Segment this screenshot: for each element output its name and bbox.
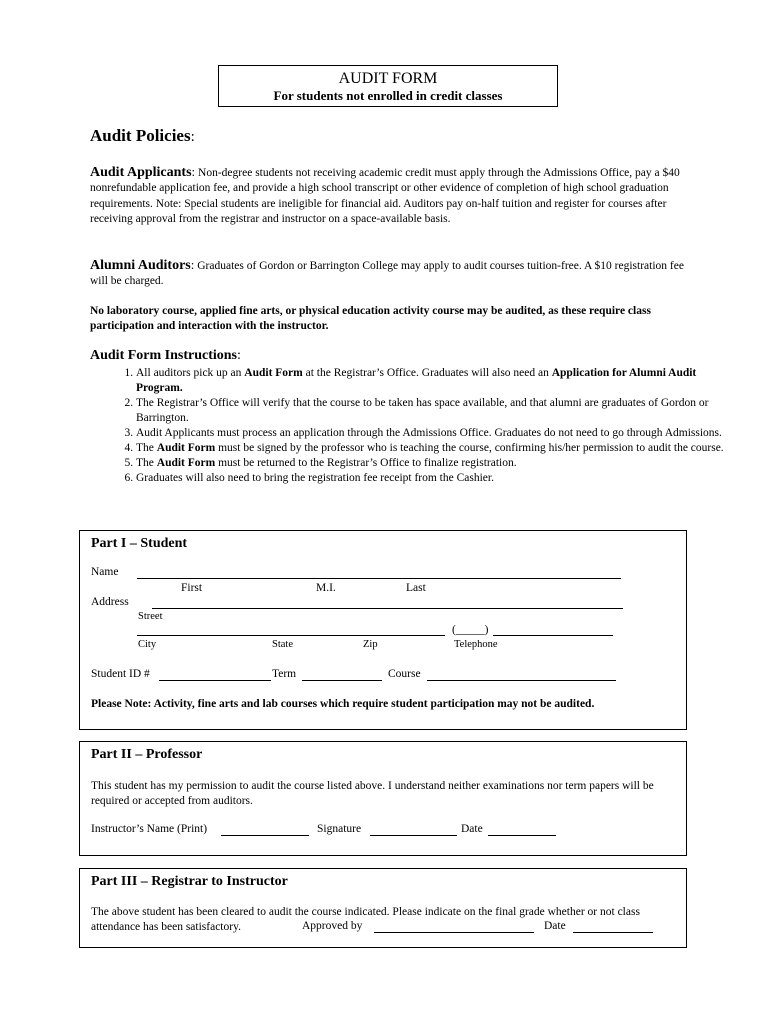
- part2-professor-box: [79, 741, 687, 856]
- instruction-item: 1. All auditors pick up an Audit Form at the Registrar’s Office. Graduates will also need an Application for Alumni Audit Program.: [136, 366, 736, 396]
- area-code-field[interactable]: (_____): [452, 624, 489, 636]
- instructor-name-field[interactable]: [221, 835, 309, 836]
- instructor-name-label: Instructor’s Name (Print): [91, 823, 208, 835]
- term-field[interactable]: [302, 680, 382, 681]
- alumni-lead: Alumni Auditors: [90, 258, 191, 273]
- alumni-text: Graduates of Gordon or Barrington College may apply to audit courses tuition-free. A $10 registration fee will be charged.: [90, 260, 684, 288]
- first-name-caption: First: [181, 582, 203, 594]
- instructions-list: [90, 366, 736, 486]
- signature-field[interactable]: [370, 835, 457, 836]
- applicants-paragraph: Audit Applicants: Non-degree students not receiving academic credit must apply through the Admissions Office, pay a $40 nonrefundable application fee, and provide a high school transcript or other evidence of completion of high school graduation requirements. Note: Special students are ineligible for financial aid. Auditors pay on-half tuition and register for courses after receiving approval from the registrar and instructor on a space-available basis.: [90, 164, 680, 225]
- signature-label: Signature: [317, 823, 362, 835]
- street-caption: Street: [138, 611, 163, 622]
- policies-heading: Audit Policies:: [90, 126, 195, 145]
- course-field[interactable]: [427, 680, 616, 681]
- city-caption: City: [138, 639, 157, 650]
- applicants-lead: Audit Applicants: [90, 165, 192, 180]
- alumni-paragraph: Alumni Auditors: Graduates of Gordon or Barrington College may apply to audit courses tuition-free. A $10 registration fee will be charged.: [90, 257, 684, 288]
- zip-caption: Zip: [363, 639, 378, 650]
- registrar-date-field[interactable]: [573, 932, 653, 933]
- part3-title: Part III – Registrar to Instructor: [91, 874, 288, 889]
- name-field[interactable]: [137, 578, 621, 579]
- part2-text: This student has my permission to audit the course listed above. I understand neither examinations nor term papers will be required or accepted from auditors.: [91, 780, 654, 807]
- form-subtitle: For students not enrolled in credit classes: [273, 88, 503, 103]
- part3-registrar-box: [79, 868, 687, 948]
- part3-text: The above student has been cleared to audit the course indicated. Please indicate on the final grade whether or not class attendance has been satisfactory.: [91, 906, 640, 933]
- last-name-caption: Last: [406, 582, 426, 594]
- city-state-zip-field[interactable]: [137, 635, 445, 636]
- instructions-heading: Audit Form Instructions:: [90, 348, 241, 363]
- part2-title: Part II – Professor: [91, 747, 203, 762]
- middle-initial-caption: M.I.: [316, 582, 336, 594]
- professor-date-label: Date: [461, 823, 483, 835]
- instruction-item: 4. The Audit Form must be signed by the professor who is teaching the course, confirming his/her permission to audit the course.: [136, 441, 736, 456]
- name-label: Name: [91, 566, 119, 578]
- student-id-field[interactable]: [159, 680, 271, 681]
- restriction-note: No laboratory course, applied fine arts, or physical education activity course may be audited, as these require class participation and interaction with the instructor.: [90, 305, 651, 332]
- street-field[interactable]: [152, 608, 623, 609]
- part1-note: Please Note: Activity, fine arts and lab courses which require student participation may not be audited.: [91, 698, 595, 710]
- professor-date-field[interactable]: [488, 835, 556, 836]
- registrar-date-label: Date: [544, 920, 566, 932]
- applicants-text: Non-degree students not receiving academic credit must apply through the Admissions Office, pay a $40 nonrefundable application fee, and provide a high school transcript or other evidence of completion of high school graduation requirements. Note: Special students are ineligible for financial aid. Auditors pay on-half tuition and register for courses after receiving approval from the registrar and instructor on a space-available basis.: [90, 167, 680, 225]
- instruction-item: 3. Audit Applicants must process an application through the Admissions Office. Graduates do not need to go through Admissions.: [136, 426, 736, 441]
- student-id-label: Student ID #: [91, 668, 150, 680]
- instruction-item: 2. The Registrar’s Office will verify that the course to be taken has space available, and that alumni are graduates of Gordon or Barrington.: [136, 396, 736, 426]
- part1-student-box: [79, 530, 687, 730]
- approved-by-label: Approved by: [302, 920, 363, 932]
- term-label: Term: [272, 668, 297, 680]
- telephone-field[interactable]: [493, 635, 613, 636]
- telephone-caption: Telephone: [454, 639, 498, 650]
- course-label: Course: [388, 668, 421, 680]
- state-caption: State: [272, 639, 293, 650]
- instruction-item: 5. The Audit Form must be returned to the Registrar’s Office to finalize registration.: [136, 456, 736, 471]
- part1-title: Part I – Student: [91, 536, 188, 551]
- approved-by-field[interactable]: [374, 932, 534, 933]
- address-label: Address: [91, 596, 129, 608]
- instruction-item: 6. Graduates will also need to bring the registration fee receipt from the Cashier.: [136, 471, 736, 486]
- form-title-box: [218, 65, 558, 107]
- form-title: AUDIT FORM: [338, 70, 438, 87]
